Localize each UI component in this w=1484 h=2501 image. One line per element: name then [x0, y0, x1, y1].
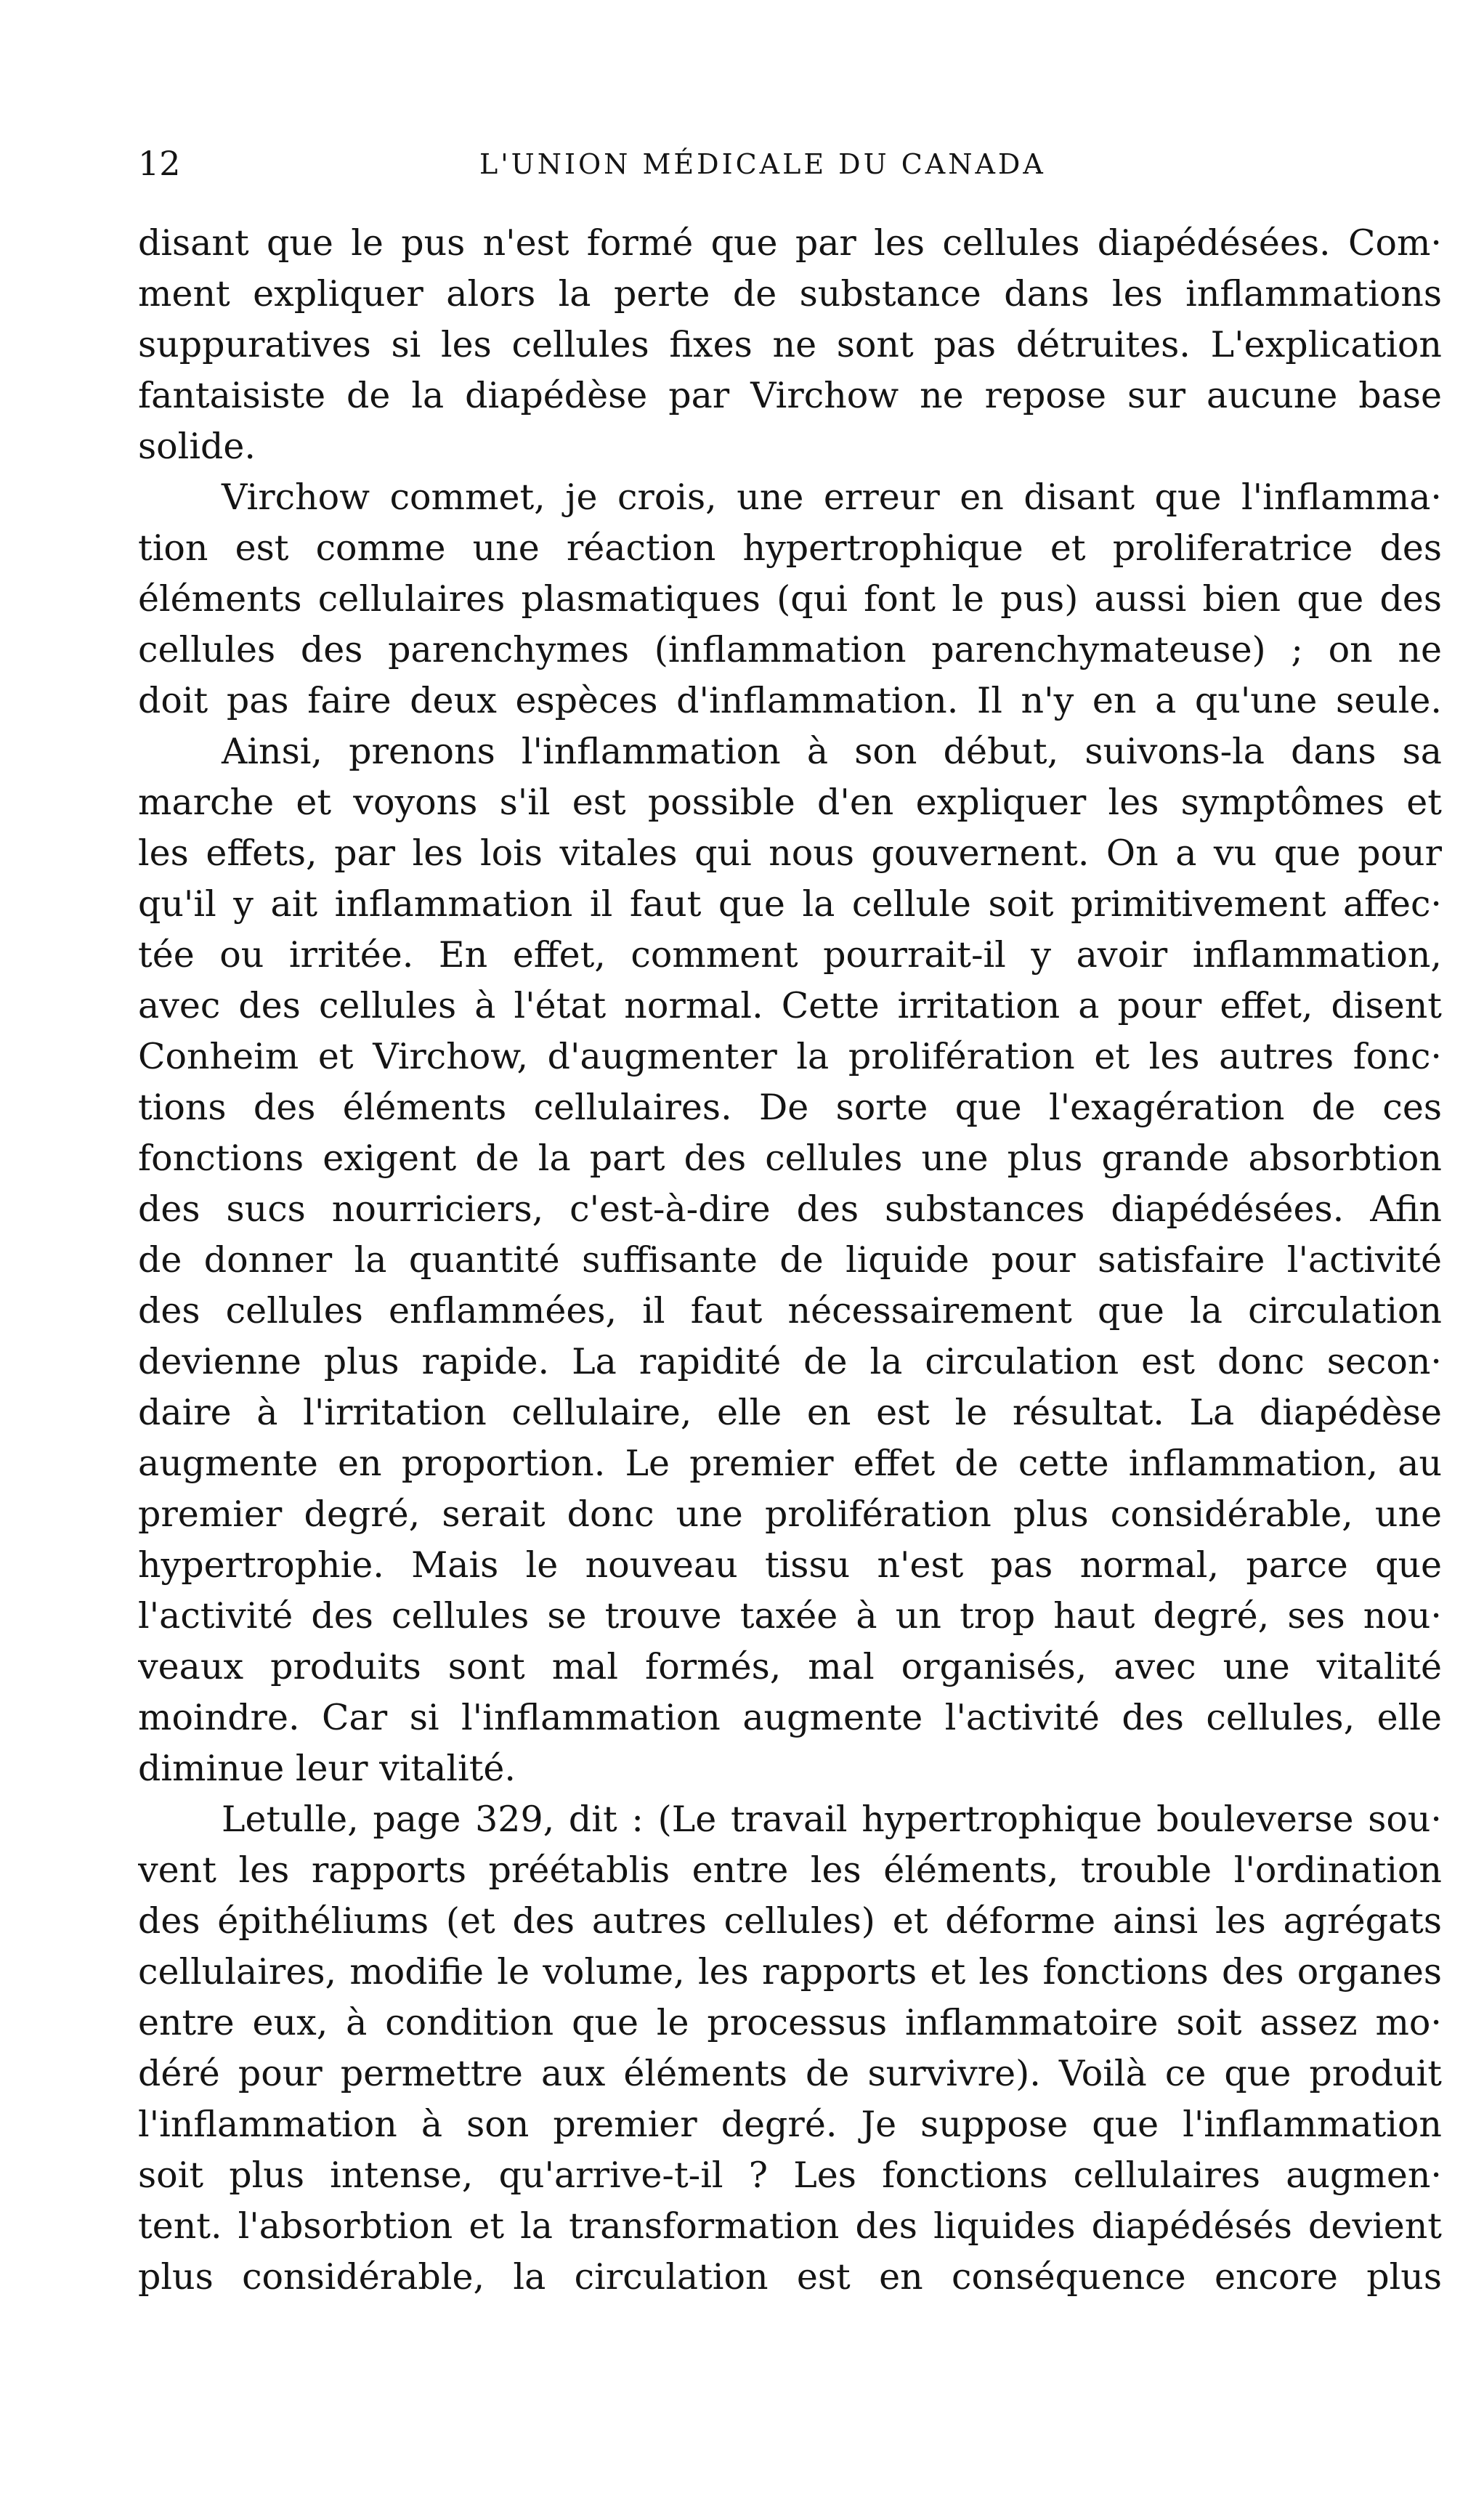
text-line: daire à l'irritation cellulaire, elle en est le résultat. La diapédèse	[138, 1392, 1442, 1433]
text-line: entre eux, à condition que le processus inflammatoire soit assez mo·	[138, 2002, 1442, 2043]
text-line: Letulle, page 329, dit : (Le travail hypertrophique bouleverse sou·	[222, 1799, 1442, 1840]
text-line: suppuratives si les cellules fixes ne sont pas détruites. L'explication	[138, 324, 1442, 365]
text-line: tion est comme une réaction hypertrophique et proliferatrice des	[138, 527, 1442, 569]
text-line: cellulaires, modifie le volume, les rapports et les fonctions des organes	[138, 1951, 1442, 1993]
page-number: 12	[138, 144, 181, 183]
text-line: moindre. Car si l'inflammation augmente l'activité des cellules, elle	[138, 1697, 1442, 1738]
text-line: disant que le pus n'est formé que par les cellules diapédésées. Com·	[138, 222, 1442, 264]
text-line: des sucs nourriciers, c'est-à-dire des substances diapédésées. Afin	[138, 1188, 1442, 1230]
text-line: des épithéliums (et des autres cellules) et déforme ainsi les agrégats	[138, 1900, 1442, 1942]
text-line: solide.	[138, 426, 256, 467]
text-line: fonctions exigent de la part des cellules une plus grande absorbtion	[138, 1138, 1442, 1179]
text-line: augmente en proportion. Le premier effet de cette inflammation, au	[138, 1443, 1442, 1484]
text-line: veaux produits sont mal formés, mal organisés, avec une vitalité	[138, 1646, 1442, 1687]
text-line: fantaisiste de la diapédèse par Virchow ne repose sur aucune base	[138, 375, 1442, 416]
text-line: Conheim et Virchow, d'augmenter la prolifération et les autres fonc·	[138, 1036, 1442, 1077]
text-line: plus considérable, la circulation est en conséquence encore plus	[138, 2256, 1442, 2298]
text-line: hypertrophie. Mais le nouveau tissu n'est pas normal, parce que	[138, 1544, 1442, 1586]
text-line: les effets, par les lois vitales qui nous gouvernent. On a vu que pour	[138, 832, 1442, 874]
text-line: devienne plus rapide. La rapidité de la circulation est donc secon·	[138, 1341, 1442, 1382]
text-line: premier degré, serait donc une prolifération plus considérable, une	[138, 1493, 1442, 1535]
journal-title: L'UNION MÉDICALE DU CANADA	[479, 148, 1046, 180]
body-text	[138, 218, 1442, 2303]
text-line: diminue leur vitalité.	[138, 1748, 516, 1789]
text-line: l'inflammation à son premier degré. Je suppose que l'inflammation	[138, 2104, 1442, 2145]
text-line: déré pour permettre aux éléments de survivre). Voilà ce que produit	[138, 2053, 1442, 2094]
text-line: Virchow commet, je crois, une erreur en disant que l'inflamma·	[222, 477, 1442, 518]
text-line: ment expliquer alors la perte de substance dans les inflammations	[138, 273, 1442, 315]
text-line: éléments cellulaires plasmatiques (qui font le pus) aussi bien que des	[138, 578, 1442, 620]
text-line: doit pas faire deux espèces d'inflammation. Il n'y en a qu'une seule.	[138, 680, 1442, 721]
text-line: Ainsi, prenons l'inflammation à son début, suivons-la dans sa	[222, 731, 1442, 772]
text-line: marche et voyons s'il est possible d'en expliquer les symptômes et	[138, 782, 1442, 823]
text-line: avec des cellules à l'état normal. Cette irritation a pour effet, disent	[138, 985, 1442, 1026]
text-line: de donner la quantité suffisante de liquide pour satisfaire l'activité	[138, 1239, 1442, 1281]
text-line: des cellules enflammées, il faut nécessairement que la circulation	[138, 1290, 1442, 1331]
running-head	[138, 144, 1438, 187]
text-line: l'activité des cellules se trouve taxée à un trop haut degré, ses nou·	[138, 1595, 1442, 1637]
text-line: vent les rapports préétablis entre les éléments, trouble l'ordination	[138, 1849, 1442, 1891]
text-line: tions des éléments cellulaires. De sorte que l'exagération de ces	[138, 1087, 1442, 1128]
text-line: tée ou irritée. En effet, comment pourrait-il y avoir inflammation,	[138, 934, 1442, 976]
text-line: soit plus intense, qu'arrive-t-il ? Les fonctions cellulaires augmen·	[138, 2155, 1442, 2196]
text-line: cellules des parenchymes (inflammation parenchymateuse) ; on ne	[138, 629, 1442, 670]
text-line: tent. l'absorbtion et la transformation des liquides diapédésés devient	[138, 2205, 1442, 2247]
text-line: qu'il y ait inflammation il faut que la cellule soit primitivement affec·	[138, 883, 1442, 925]
